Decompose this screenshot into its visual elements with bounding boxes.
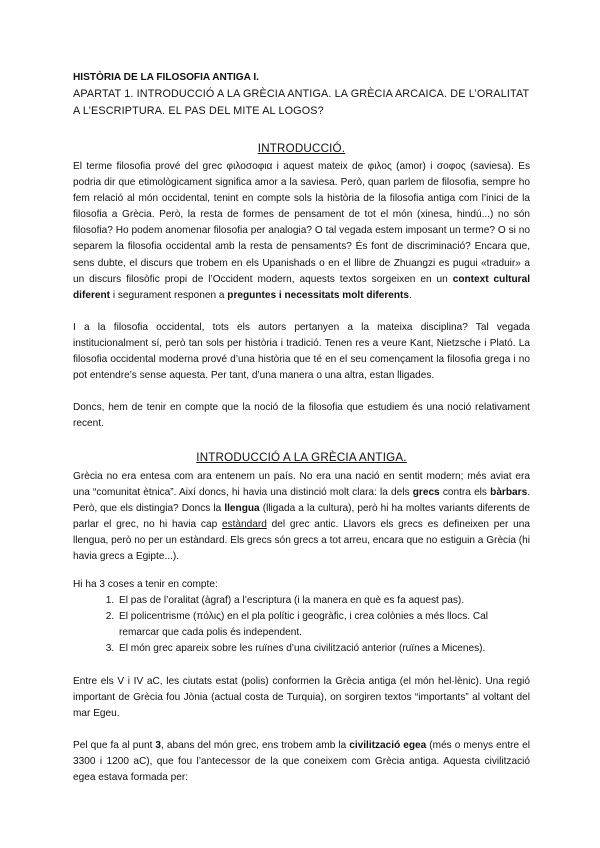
bold-word: grecs	[412, 486, 440, 498]
bold-phrase: civilització egea	[349, 739, 427, 751]
text-run: Pel que fa al punt	[73, 739, 156, 751]
text-run: (més o menys entre el 3300 i 1200 aC), que fou l’antecessor de la que coneixem com Grècia antiga. Aquesta civilització egea estava formada per:	[73, 739, 530, 783]
paragraph-grecia-1	[73, 469, 530, 566]
bold-word: llengua	[224, 502, 260, 514]
numbered-list	[73, 593, 530, 657]
paragraph-intro-2: I a la filosofia occidental, tots els autors pertanyen a la mateixa disciplina? Tal vegada institucionalment sí, però tan sols per història i tradició. Tenen res a veure Kant, Nietzsche i Plató. La filosofia occidental moderna prové d’una història que té en el seu començament la filosofia grega i no pot entendre’s sense aquesta. Per tant, d’una manera o una altra, estan lligades.	[73, 321, 530, 382]
document-title: HISTÒRIA DE LA FILOSOFIA ANTIGA I.	[73, 72, 259, 83]
bold-phrase: context cultural diferent	[73, 273, 531, 301]
document-subtitle: APARTAT 1. INTRODUCCIÓ A LA GRÈCIA ANTIGA. LA GRÈCIA ARCAICA. DE L’ORALITAT A L’ESCRIPTURA. EL PAS DEL MITE AL LOGOS?	[73, 88, 530, 117]
section-heading-grecia-antiga: INTRODUCCIÓ A LA GRÈCIA ANTIGA.	[196, 451, 407, 465]
list-item: 3. El món grec apareix sobre les ruïnes d’una civilització anterior (ruïnes a Micenes).	[117, 641, 530, 657]
paragraph-grecia-2: Entre els V i IV aC, les ciutats estat (polis) conformen la Grècia antiga (el món hel·lènic). Una regió important de Grècia fou Jònia (actual costa de Turquia), on sorgiren textos “importants” al voltant del mar Egeu.	[73, 675, 530, 719]
paragraph-intro-3: Doncs, hem de tenir en compte que la noció de la filosofia que estudiem és una noció relativament recent.	[73, 402, 530, 430]
text-run: , abans del món grec, ens trobem amb la	[161, 739, 350, 751]
list-intro: Hi ha 3 coses a tenir en compte:	[73, 579, 218, 591]
list-item: 1. El pas de l’oralitat (àgraf) a l’escriptura (i la manera en què es fa aquest pas).	[117, 593, 530, 609]
text-run: i segurament responen a	[110, 289, 228, 301]
bold-number: 3	[155, 739, 162, 751]
text-run: (lligada a la cultura), però hi ha moltes variants diferents de parlar el grec, no hi havia cap	[73, 502, 531, 530]
list-item: 2. El policentrisme (πόλις) en el pla polític i geogràfic, i crea colònies a més llocs. Cal remarcar que cada polis és independent.	[117, 609, 530, 641]
text-run: . Però, que els distingia? Doncs la	[73, 486, 530, 514]
document-body	[73, 70, 530, 786]
bold-word: bàrbars	[490, 486, 528, 498]
section-heading-introduccio: INTRODUCCIÓ.	[257, 141, 346, 155]
text-run: .	[409, 289, 412, 301]
bold-phrase: preguntes i necessitats molt diferents	[227, 289, 410, 301]
text-run: contra els	[439, 486, 491, 498]
underlined-word: estàndard	[221, 518, 267, 530]
paragraph-grecia-3	[73, 738, 530, 786]
text-run: El terme filosofia prové del grec φιλοσοφια i aquest mateix de φιλος (amor) i σοφος (saviesa). Es podria dir que etimològicament significa amor a la saviesa. Però, quan parlem de filosofia, sempre ho fem relació al món occidental, tenint en compte sols la història de la filosofia antiga com l’inici de la filosofia a Grècia. Però, la resta de formes de pensament de tot el món (xinesa, hindú...) no són filosofia? Ho podem anomenar filosofia per analogia? O tal vegada estem imposant un terme? O si no separem la filosofia occidental amb la resta de pensaments? És font de discriminació? Encara que, sens dubte, el discurs que trobem en els Upanishads o en el llibre de Zhuangzi es pugui «traduir» a un discurs filosòfic propi de l’Occident modern, aquests textos sorgeixen en un	[73, 161, 530, 285]
text-run: Grècia no era entesa com ara entenem un país. No era una nació en sentit modern; més aviat era una “comunitat ètnica”. Així doncs, hi havia una distinció molt clara: la dels	[73, 470, 530, 498]
paragraph-intro-1	[73, 159, 530, 304]
text-run: del grec antic. Llavors els grecs es defineixen per una llengua, però no per un estàndard. Els grecs són grecs a tot arreu, encara que no estiguin a Grècia (hi havia grecs a Egipte...).	[73, 518, 530, 562]
